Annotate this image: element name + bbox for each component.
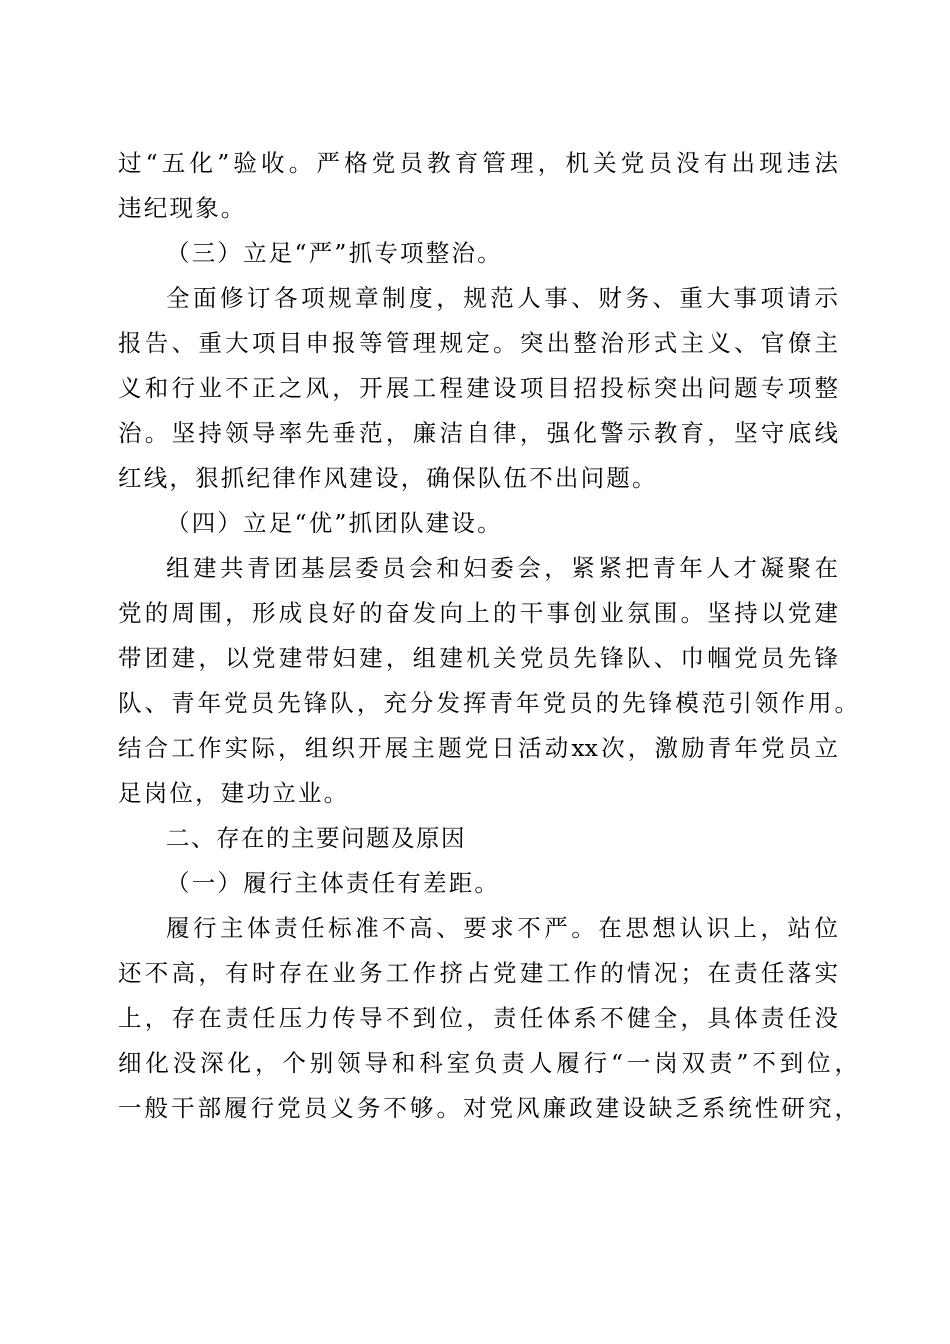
paragraph-line: 过“五化”验收。严格党员教育管理，机关党员没有出现违法 bbox=[118, 149, 838, 177]
paragraph-line: 组建共青团基层委员会和妇委会，紧紧把青年人才凝聚在 bbox=[166, 554, 838, 582]
paragraph-line: 违纪现象。 bbox=[118, 194, 247, 222]
section-heading: 二、存在的主要问题及原因 bbox=[166, 824, 466, 852]
paragraph-line: 足岗位，建功立业。 bbox=[118, 779, 350, 807]
paragraph-line: 一般干部履行党员义务不够。对党风廉政建设缺乏系统性研究， bbox=[118, 1094, 858, 1122]
paragraph-line: 队、青年党员先锋队，充分发挥青年党员的先锋模范引领作用。 bbox=[118, 689, 858, 717]
subsection-heading: （一）履行主体责任有差距。 bbox=[166, 869, 501, 897]
paragraph-line: 报告、重大项目申报等管理规定。突出整治形式主义、官僚主 bbox=[118, 329, 838, 357]
paragraph-line: 细化没深化，个别领导和科室负责人履行“一岗双责”不到位， bbox=[118, 1049, 858, 1077]
paragraph-line: 义和行业不正之风，开展工程建设项目招投标突出问题专项整 bbox=[118, 374, 838, 402]
subsection-heading: （四）立足“优”抓团队建设。 bbox=[166, 509, 503, 537]
paragraph-line: 红线，狠抓纪律作风建设，确保队伍不出问题。 bbox=[118, 464, 658, 492]
paragraph-line: 履行主体责任标准不高、要求不严。在思想认识上，站位 bbox=[166, 914, 838, 942]
paragraph-line: 党的周围，形成良好的奋发向上的干事创业氛围。坚持以党建 bbox=[118, 599, 838, 627]
paragraph-line: 带团建，以党建带妇建，组建机关党员先锋队、巾帼党员先锋 bbox=[118, 644, 838, 672]
paragraph-line: 全面修订各项规章制度，规范人事、财务、重大事项请示 bbox=[166, 284, 838, 312]
paragraph-line: 还不高，有时存在业务工作挤占党建工作的情况；在责任落实 bbox=[118, 959, 838, 987]
paragraph-line: 治。坚持领导率先垂范，廉洁自律，强化警示教育，坚守底线 bbox=[118, 419, 838, 447]
paragraph-line: 结合工作实际，组织开展主题党日活动xx次，激励青年党员立 bbox=[118, 734, 838, 762]
paragraph-line: 上，存在责任压力传导不到位，责任体系不健全，具体责任没 bbox=[118, 1004, 838, 1032]
subsection-heading: （三）立足“严”抓专项整治。 bbox=[166, 239, 503, 267]
